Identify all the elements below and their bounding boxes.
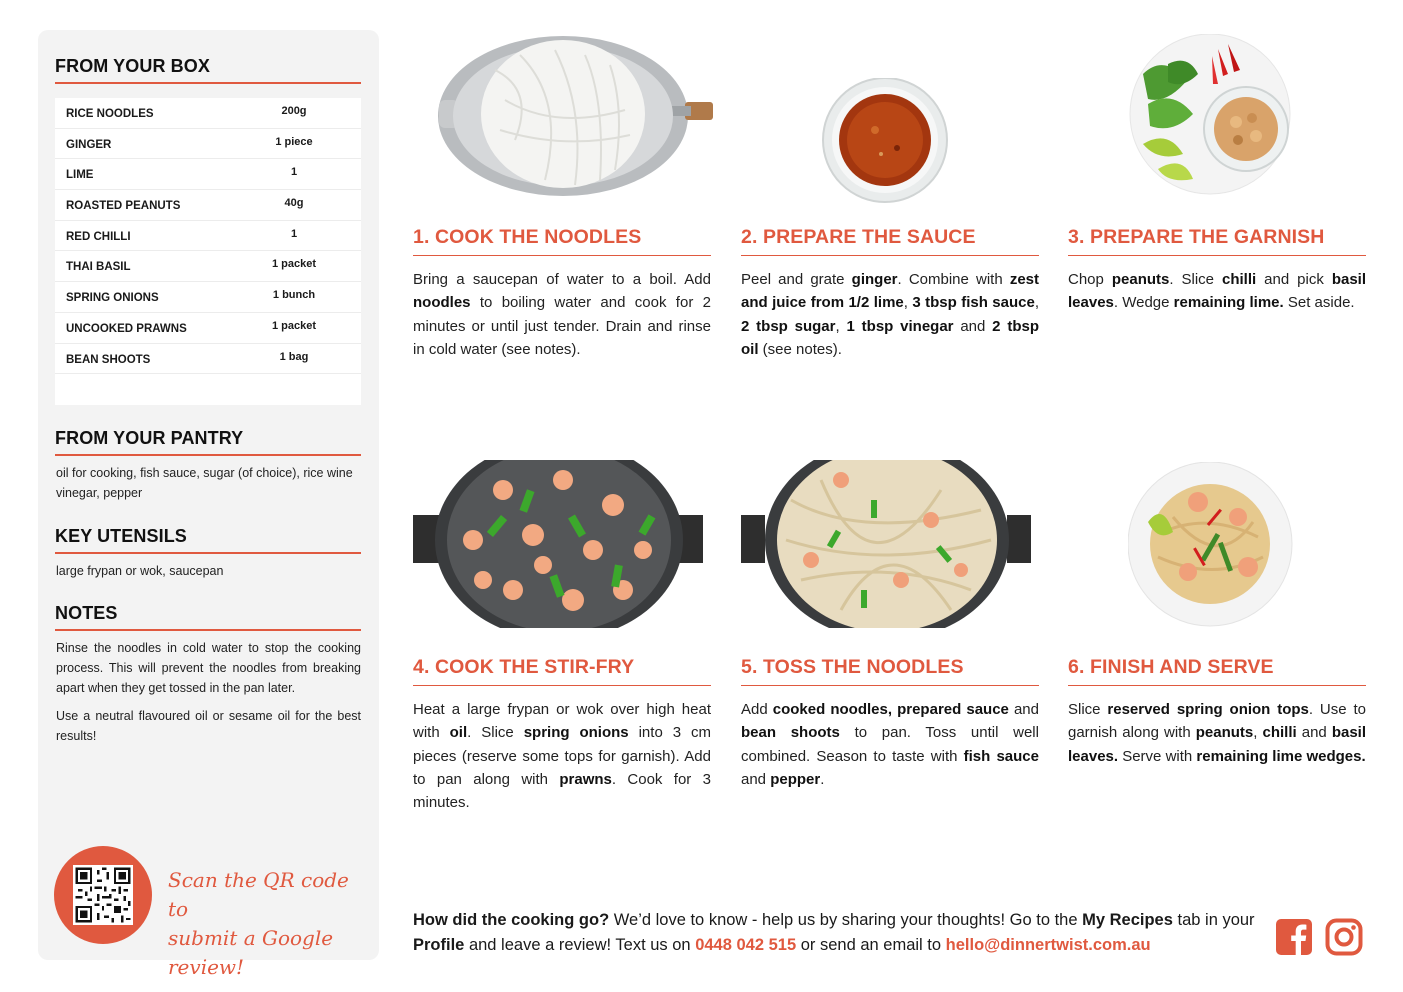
noodles-strainer-image — [425, 30, 715, 198]
pantry-text: oil for cooking, fish sauce, sugar (of choice), rice wine vinegar, pepper — [56, 466, 353, 500]
ingredient-row — [55, 282, 361, 313]
ingredient-row — [55, 221, 361, 252]
ingredient-quantity: 40g — [284, 197, 304, 210]
step-body: Add cooked noodles, prepared sauce and bean shoots to pan. Toss until well combined. Season to taste with fish sauce and pepper. — [741, 701, 1039, 788]
ingredient-quantity: 1 bunch — [272, 289, 316, 302]
step-title: 6. FINISH AND SERVE — [1068, 656, 1366, 686]
ingredient-quantity: 1 packet — [271, 319, 317, 332]
qr-code-icon[interactable] — [73, 865, 133, 925]
ingredient-name: UNCOOKED PRAWNS — [66, 322, 187, 335]
ingredient-row — [55, 190, 361, 221]
ingredient-name: THAI BASIL — [66, 261, 131, 274]
step-body: Chop peanuts. Slice chilli and pick basil leaves. Wedge remaining lime. Set aside. — [1068, 271, 1367, 312]
step-4 — [413, 460, 711, 820]
review-footer: How did the cooking go? We’d love to know - help us by sharing your thoughts! Go to the My Recipes tab in your Profile and leave a review! Text us on 0448 042 515 or send an email to hello@dinnertwist.com.au — [413, 911, 1255, 954]
ingredient-name: ROASTED PEANUTS — [66, 200, 181, 213]
box-title: FROM YOUR BOX — [55, 56, 210, 76]
ingredient-row — [55, 159, 361, 190]
notes-text — [56, 638, 361, 754]
step-body: Heat a large frypan or wok over high heat with oil. Slice spring onions into 3 cm pieces (reserve some tops for garnish). Add to pan along with prawns. Cook for 3 minutes. — [413, 701, 712, 812]
qr-caption — [168, 866, 368, 982]
email-link[interactable]: hello@dinnertwist.com.au — [945, 936, 1151, 954]
utensils-title: KEY UTENSILS — [55, 526, 187, 546]
finished-dish-image — [1128, 462, 1296, 628]
garnish-plate-image — [1128, 34, 1296, 196]
facebook-icon[interactable] — [1275, 918, 1313, 956]
ingredient-name: LIME — [66, 169, 94, 182]
ingredients-table — [55, 98, 361, 405]
ingredient-name: BEAN SHOOTS — [66, 353, 151, 366]
qr-badge — [54, 846, 152, 944]
divider — [55, 629, 361, 631]
qr-caption-line: submit a Google review! — [168, 926, 334, 979]
ingredient-quantity: 200g — [281, 105, 307, 117]
instagram-icon[interactable] — [1325, 918, 1363, 956]
notes-title: NOTES — [55, 603, 118, 623]
ingredient-row — [55, 98, 361, 129]
note-paragraph: Rinse the noodles in cold water to stop the cooking process. This will prevent the noodles from breaking apart when they get tossed in the pan later. — [56, 641, 361, 695]
ingredients-sidebar — [38, 30, 379, 979]
step-title: 1. COOK THE NOODLES — [413, 226, 711, 256]
ingredient-row — [55, 344, 361, 375]
divider — [55, 82, 361, 84]
step-title: 5. TOSS THE NOODLES — [741, 656, 1039, 686]
note-paragraph: Use a neutral flavoured oil or sesame oil for the best results! — [56, 709, 361, 743]
pantry-title: FROM YOUR PANTRY — [55, 428, 244, 448]
qr-caption-line: Scan the QR code to — [168, 868, 349, 921]
ingredient-row — [55, 129, 361, 160]
ingredient-row — [55, 251, 361, 282]
step-body: Bring a saucepan of water to a boil. Add noodles to boiling water and cook for 2 minutes or until just tender. Drain and rinse in cold water (see notes). — [413, 271, 711, 358]
ingredient-quantity: 1 packet — [271, 258, 317, 271]
sauce-bowl-image — [821, 78, 951, 204]
ingredient-name: GINGER — [66, 138, 112, 151]
divider — [55, 552, 361, 554]
ingredient-name: RED CHILLI — [66, 230, 131, 243]
ingredient-quantity: 1 piece — [275, 135, 313, 148]
ingredient-quantity: 1 — [290, 227, 298, 240]
step-3 — [1068, 30, 1366, 370]
tossed-noodles-pan-image — [741, 460, 1031, 628]
step-title: 4. COOK THE STIR-FRY — [413, 656, 711, 686]
step-1 — [413, 30, 711, 370]
ingredient-quantity: 1 — [290, 166, 298, 179]
ingredient-name: SPRING ONIONS — [66, 292, 159, 305]
ingredient-quantity: 1 bag — [279, 350, 309, 363]
utensils-text: large frypan or wok, saucepan — [56, 564, 224, 578]
step-5 — [741, 460, 1039, 820]
step-2 — [741, 30, 1039, 370]
ingredient-row — [55, 313, 361, 344]
divider — [55, 454, 361, 456]
stir-fry-pan-image — [413, 460, 703, 628]
phone-link[interactable]: 0448 042 515 — [695, 936, 797, 954]
step-body: Slice reserved spring onion tops. Use to garnish along with peanuts, chilli and basil leaves. Serve with remaining lime wedges. — [1068, 701, 1366, 765]
step-title: 3. PREPARE THE GARNISH — [1068, 226, 1366, 256]
step-body: Peel and grate ginger. Combine with zest and juice from 1/2 lime, 3 tbsp fish sauce, 2 tbsp sugar, 1 tbsp vinegar and 2 tbsp oil (see notes). — [741, 271, 1039, 358]
ingredient-name: RICE NOODLES — [66, 108, 154, 120]
step-6 — [1068, 460, 1366, 820]
step-title: 2. PREPARE THE SAUCE — [741, 226, 1039, 256]
